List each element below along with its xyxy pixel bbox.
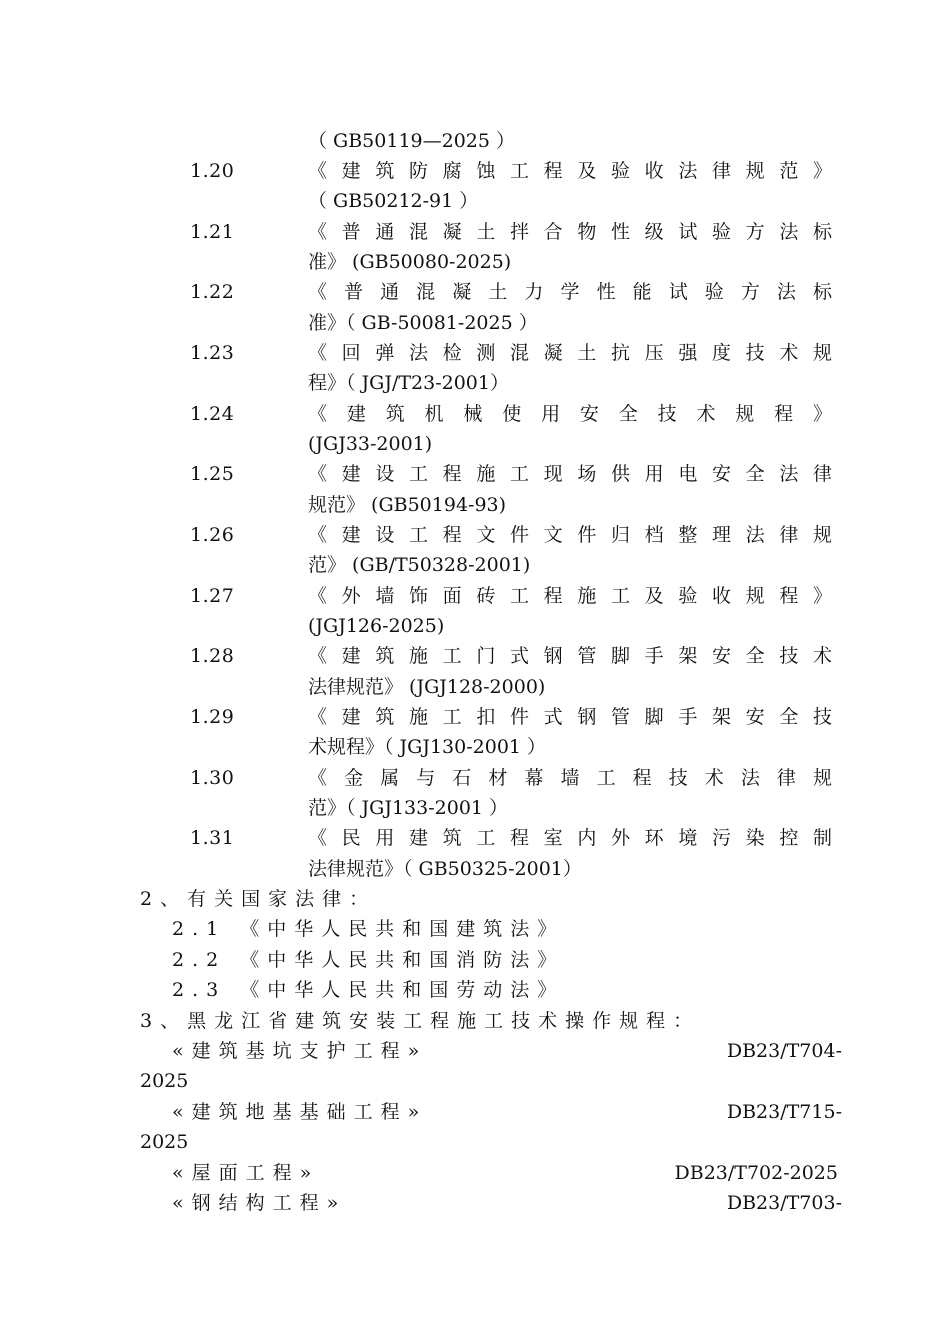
rule-code: DB23/T704- xyxy=(726,1040,842,1062)
rule-code-continuation: 2025 xyxy=(140,1070,189,1092)
standard-code-line: 范》（ JGJ133-2001 ） xyxy=(308,797,509,819)
rule-title: «钢结构工程» xyxy=(172,1192,347,1214)
standard-title-line: 《建设工程施工现场供用电安全法律 xyxy=(308,463,832,485)
item-number: 1.26 xyxy=(190,524,235,546)
item-number: 1.30 xyxy=(190,767,235,789)
item-number: 1.22 xyxy=(190,281,235,303)
rule-code: DB23/T703- xyxy=(726,1192,842,1214)
item-number: 1.31 xyxy=(190,827,235,849)
standard-title-line: 《普通混凝土力学性能试验方法标 xyxy=(308,281,832,303)
standard-code-line: 法律规范》 (JGJ128-2000) xyxy=(308,676,546,698)
section-2-heading: 2、有关国家法律： xyxy=(140,888,377,910)
standard-code-line: (JGJ33-2001) xyxy=(308,433,433,455)
standard-continuation-line: （ GB50119—2025 ） xyxy=(308,130,516,152)
law-item: 2.1 《中华人民共和国建筑法》 xyxy=(172,918,565,940)
standard-title-line: 《建筑施工扣件式钢管脚手架安全技 xyxy=(308,706,832,728)
standard-title-line: 《民用建筑工程室内外环境污染控制 xyxy=(308,827,832,849)
rule-code: DB23/T702-2025 xyxy=(674,1162,838,1184)
standard-title-line: 《建设工程文件文件归档整理法律规 xyxy=(308,524,832,546)
rule-title: «建筑地基基础工程» xyxy=(172,1101,428,1123)
item-number: 1.29 xyxy=(190,706,235,728)
standard-code-line: 范》 (GB/T50328-2001) xyxy=(308,554,531,576)
standard-code-line: 规范》 (GB50194-93) xyxy=(308,494,507,516)
item-number: 1.21 xyxy=(190,221,235,243)
law-item: 2.3 《中华人民共和国劳动法》 xyxy=(172,979,565,1001)
law-item: 2.2 《中华人民共和国消防法》 xyxy=(172,949,565,971)
standard-code-line: （ GB50212-91 ） xyxy=(308,190,479,212)
section-3-heading: 3、黑龙江省建筑安装工程施工技术操作规程： xyxy=(140,1010,701,1032)
standard-title-line: 《建筑防腐蚀工程及验收法律规范》 xyxy=(308,160,832,182)
rule-code: DB23/T715- xyxy=(726,1101,842,1123)
item-number: 1.23 xyxy=(190,342,235,364)
standard-code-line: (JGJ126-2025) xyxy=(308,615,445,637)
item-number: 1.28 xyxy=(190,645,235,667)
standard-title-line: 《普通混凝土拌合物性级试验方法标 xyxy=(308,221,832,243)
item-number: 1.24 xyxy=(190,403,235,425)
standard-title-line: 《金属与石材幕墙工程技术法律规 xyxy=(308,767,832,789)
item-number: 1.27 xyxy=(190,585,235,607)
standard-title-line: 《回弹法检测混凝土抗压强度技术规 xyxy=(308,342,832,364)
standard-code-line: 程》（ JGJ/T23-2001） xyxy=(308,372,509,394)
standard-title-line: 《外墙饰面砖工程施工及验收规程》 xyxy=(308,585,832,607)
item-number: 1.20 xyxy=(190,160,235,182)
rule-code-continuation: 2025 xyxy=(140,1131,189,1153)
rule-title: «屋面工程» xyxy=(172,1162,320,1184)
standard-code-line: 准》 (GB50080-2025) xyxy=(308,251,512,273)
standard-code-line: 术规程》（ JGJ130-2001 ） xyxy=(308,736,547,758)
standard-title-line: 《建筑机械使用安全技术规程》 xyxy=(308,403,832,425)
item-number: 1.25 xyxy=(190,463,235,485)
standard-title-line: 《建筑施工门式钢管脚手架安全技术 xyxy=(308,645,832,667)
rule-title: «建筑基坑支护工程» xyxy=(172,1040,428,1062)
standard-code-line: 法律规范》（ GB50325-2001） xyxy=(308,858,582,880)
standard-code-line: 准》（ GB-50081-2025 ） xyxy=(308,312,538,334)
